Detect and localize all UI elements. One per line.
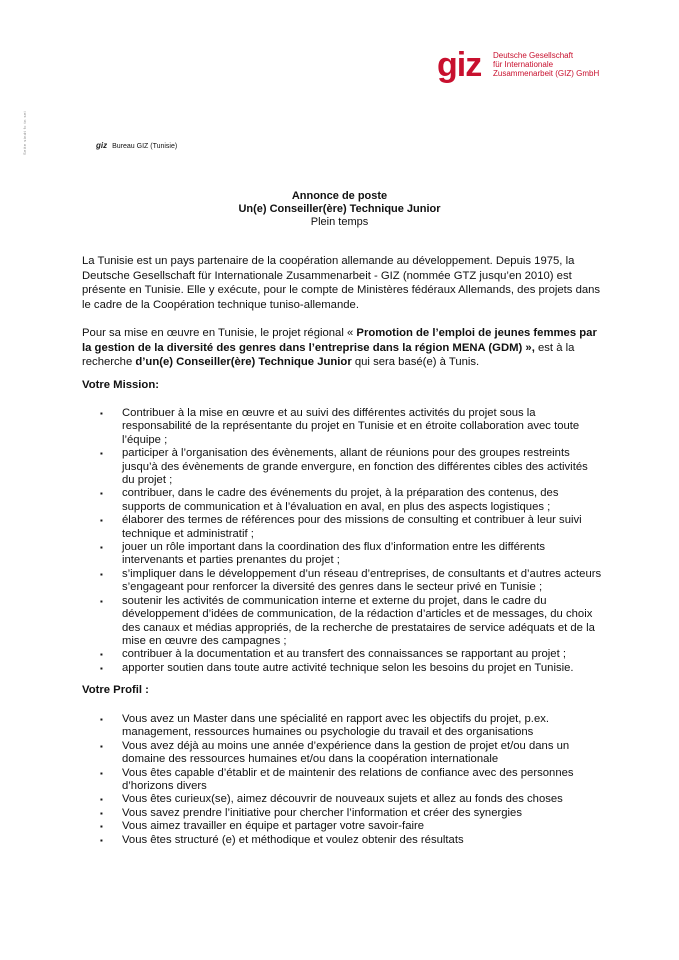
- profile-item: [82, 820, 602, 833]
- profile-item: [82, 834, 602, 847]
- office-label: Bureau GIZ (Tunisie): [112, 143, 178, 150]
- mission-item: [82, 487, 602, 514]
- logo-line-3: Zusammenarbeit (GIZ) GmbH: [493, 69, 600, 78]
- giz-logo-mark: [437, 48, 489, 84]
- bullet-icon: ▪: [100, 715, 103, 724]
- mission-item: [82, 514, 602, 541]
- logo-line-1: Deutsche Gesellschaft: [493, 51, 574, 60]
- mini-giz-logo: giz: [96, 141, 108, 150]
- logo-line-2: für Internationale: [493, 60, 554, 69]
- mission-item-text: jouer un rôle important dans la coordination des flux d’information entre les différents intervenants et parties prenantes du projet ;: [122, 541, 546, 567]
- bullet-icon: ▪: [100, 650, 103, 660]
- giz-logo-wordmark: [493, 51, 599, 78]
- mission-item: [82, 568, 602, 595]
- project-text-post: qui sera basé(e) à Tunis.: [351, 356, 480, 368]
- bullet-icon: ▪: [100, 741, 103, 751]
- job-header: [82, 190, 597, 229]
- bullet-icon: ▪: [100, 808, 103, 818]
- position-name: d’un(e) Conseiller(ère) Technique Junior: [135, 356, 352, 368]
- employment-type: Plein temps: [310, 216, 369, 228]
- mission-item-text: contribuer, dans le cadre des événements du projet, à la préparation des contenus, des supports de communication et à l’évaluation en aval, en plus des aspects logistiques ;: [122, 487, 559, 513]
- bullet-icon: ▪: [100, 489, 103, 499]
- mission-item: [82, 662, 602, 675]
- profile-item-text: Vous aimez travailler en équipe et partager votre savoir-faire: [122, 820, 425, 833]
- profile-item: [82, 807, 602, 820]
- mission-item: [82, 447, 602, 487]
- project-name: Promotion de l’emploi de jeunes femmes par la gestion de la diversité des genres dans l’entreprise dans la région MENA (GDM) »,: [82, 327, 597, 354]
- project-text-pre: Pour sa mise en œuvre en Tunisie, le projet régional «: [82, 327, 357, 339]
- mission-item: [82, 541, 602, 568]
- mission-list: [82, 407, 602, 675]
- bullet-icon: ▪: [100, 795, 103, 805]
- bullet-icon: ▪: [100, 569, 103, 579]
- office-line: [96, 141, 177, 150]
- mission-title: Votre Mission:: [82, 379, 159, 391]
- giz-logo: [437, 48, 599, 84]
- bullet-icon: ▪: [100, 822, 103, 832]
- profile-item-text: Vous avez un Master dans une spécialité en rapport avec les objectifs du projet, p.ex. management, ressources humaines ou psychologie du travail et des organisations: [122, 713, 550, 739]
- profile-item: [82, 740, 602, 767]
- profile-item: [82, 713, 602, 740]
- mission-item: [82, 407, 602, 447]
- bullet-icon: ▪: [100, 768, 103, 778]
- profile-item-text: Vous avez déjà au moins une année d’expérience dans la gestion de projet et/ou dans un domaine des ressources humaines et/ou dans la coopération internationale: [122, 739, 570, 766]
- mission-item: [82, 595, 602, 649]
- project-text-mid: est à la recherche: [82, 341, 575, 368]
- bullet-icon: ▪: [100, 516, 103, 526]
- profile-list: [82, 713, 602, 847]
- bullet-icon: ▪: [100, 835, 103, 845]
- intro-paragraph: La Tunisie est un pays partenaire de la coopération allemande au développement. Depuis 1975, la Deutsche Gesellschaft für Internationale Zusammenarbeit - GIZ (nommée GTZ jusqu’en 2010) est présente en Tunisie. Elle y exécute, pour le compte de Ministères fédéraux Allemands, des projets dans le cadre de la Coopération technique tuniso-allemande.: [82, 255, 601, 311]
- mission-item-text: participer à l’organisation des évènements, allant de réunions pour des groupes restreints jusqu’à des évènements de grande envergure, en fonction des différentes cibles des activités du projet ;: [122, 447, 588, 487]
- bullet-icon: ▪: [100, 409, 103, 418]
- mission-item: [82, 648, 602, 661]
- announcement-title: Annonce de poste: [291, 190, 388, 202]
- profile-item-text: Vous êtes curieux(se), aimez découvrir de nouveaux sujets et allez au fonds des choses: [122, 793, 563, 806]
- bullet-icon: ▪: [100, 596, 103, 606]
- profile-title: Votre Profil :: [82, 684, 149, 696]
- mission-item-text: élaborer des termes de références pour des missions de consulting et contribuer à leur suivi technique et administratif ;: [122, 514, 582, 540]
- mission-item-text: s’impliquer dans le développement d’un réseau d’entreprises, de consultants et d’autres acteurs s’engageant pour renforcer la diversité des genres dans le secteur privé en Tunisie ;: [122, 567, 602, 594]
- project-paragraph: [82, 326, 602, 370]
- mission-item-text: apporter soutien dans toute autre activité technique selon les besoins du projet en Tunisie.: [122, 661, 574, 674]
- position-title: Un(e) Conseiller(ère) Technique Junior: [238, 203, 441, 215]
- bullet-icon: ▪: [100, 449, 103, 459]
- mission-item-text: contribuer à la documentation et au transfert des connaissances se rapportant au projet ;: [122, 648, 566, 661]
- bullet-icon: ▪: [100, 663, 103, 673]
- bullet-icon: ▪: [100, 543, 103, 553]
- side-margin-note: Seite sindt fc tn sei: [22, 110, 27, 155]
- profile-item: [82, 793, 602, 806]
- svg-text:giz: giz: [437, 48, 482, 84]
- mission-item-text: soutenir les activités de communication interne et externe du projet, dans le cadre du développement d’idées de communication, de la rédaction d’articles et de messages, du choix des canaux et médias appropriés, de la recherche de prestataires de service adéquats et de la mise en œuvre des campagnes ;: [122, 594, 595, 647]
- mission-item-text: Contribuer à la mise en œuvre et au suivi des différentes activités du projet sous la responsabilité de la représentante du projet en Tunisie et en étroite collaboration avec toute l’équipe ;: [122, 407, 580, 446]
- profile-item: [82, 767, 602, 794]
- profile-item-text: Vous savez prendre l’initiative pour chercher l’information et créer des synergies: [122, 806, 522, 819]
- profile-item-text: Vous êtes capable d’établir et de maintenir des relations de confiance avec des personnes d’horizons divers: [122, 766, 574, 793]
- profile-item-text: Vous êtes structuré (e) et méthodique et voulez obtenir des résultats: [122, 833, 464, 846]
